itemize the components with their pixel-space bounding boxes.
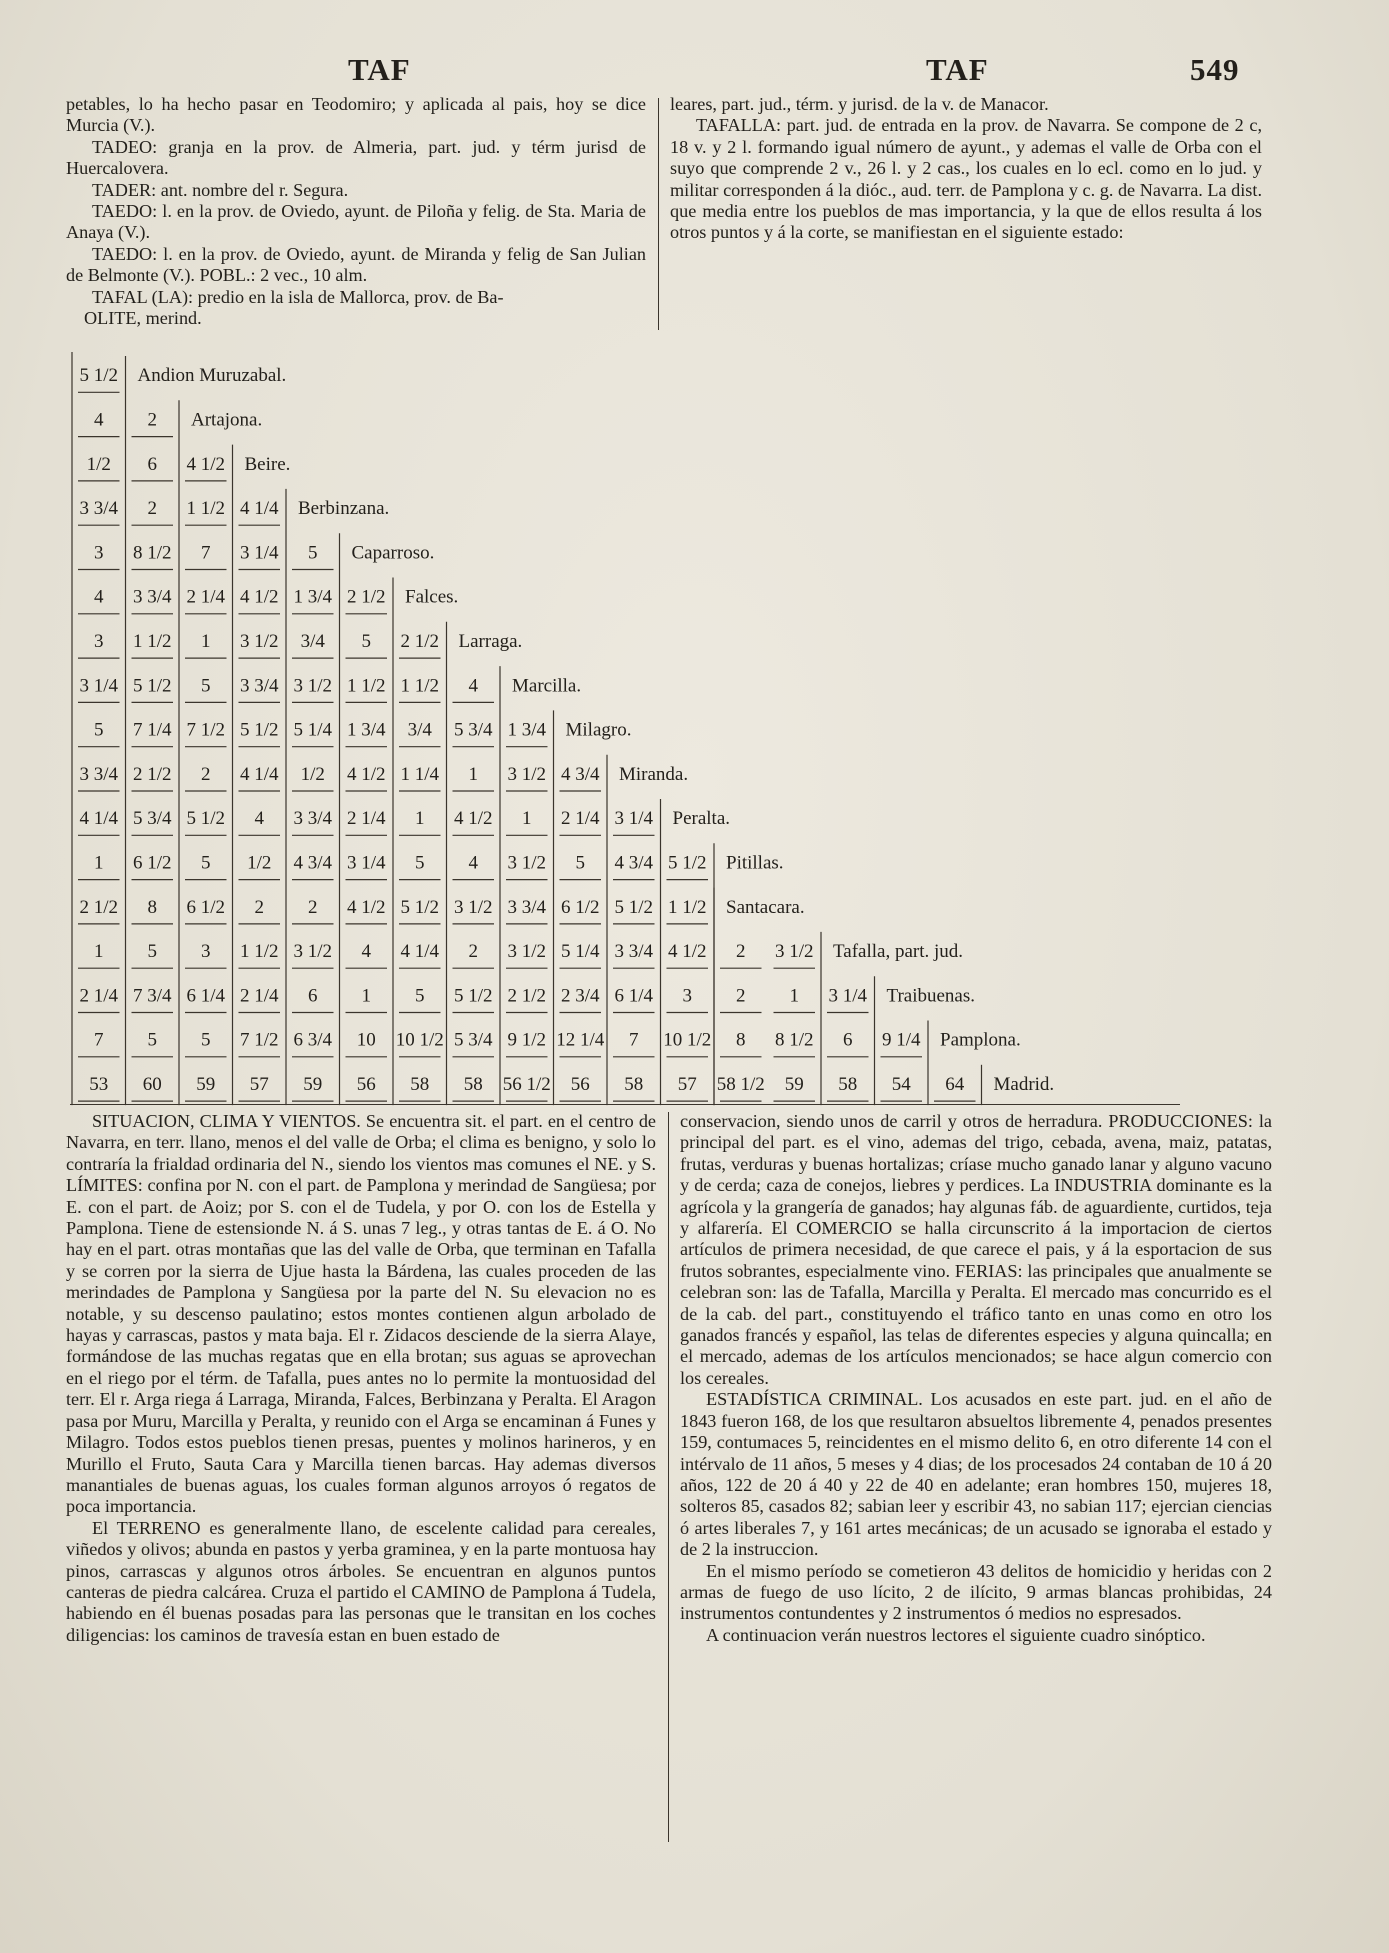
distance-cell: 4 1/4 — [239, 763, 279, 785]
distance-cell: 4 — [94, 409, 104, 431]
distance-cell: 4 1/4 — [400, 941, 440, 963]
distance-cell: 3 1/4 — [828, 985, 868, 1007]
distance-cell: 2 — [147, 409, 157, 431]
distance-cell: 2 1/2 — [507, 985, 547, 1007]
distance-cell: 5 — [308, 542, 318, 564]
distance-cell: 54 — [891, 1074, 911, 1096]
left-top-column — [66, 94, 646, 329]
distance-cell: 5 — [201, 852, 211, 874]
distance-cell: 56 — [356, 1074, 376, 1096]
entry-tafalla: TAFALLA: part. jud. de entrada en la prov. de Navarra. Se compone de 2 c, 18 v. y 2 l. formando igual número de ayunt., y ademas el valle de Orba con el suyo que comprende 2 v., 26 l. y 2 cas., los cuales en lo ecl. como en lo jud. y militar corresponden á la dióc., aud. terr. de Pamplona y c. g. de Navarra. La dist. que media entre los pueblos de mas importancia, y la que de ellos resulta á los otros puntos y á la corte, se manifiestan en el siguiente estado: — [670, 115, 1262, 243]
distance-cell: 1/2 — [247, 852, 272, 874]
distance-cell: 8 1/2 — [774, 1029, 814, 1051]
town-name: Artajona. — [191, 409, 263, 431]
distance-cell: 3 1/2 — [293, 675, 333, 697]
distance-cell: 3 1/2 — [239, 631, 279, 653]
town-name: Peralta. — [672, 808, 731, 830]
producciones-paragraph: conservacion, siendo unos de carril y otros de herradura. PRODUCCIONES: la principal del part. es el vino, ademas del trigo, cebada, avena, maiz, patatas, frutas, verduras y buenas hortalizas; críase mucho ganado lanar y alguno vacuno y de cerda; caza de conejos, liebres y perdices. La INDUSTRIA dominante es la agrícola y la grangería de ganados; hay algunas fáb. de aguardiente, curtidos, teja y alfarería. El COMERCIO se halla circunscrito á la importacion de ciertos artículos de primera necesidad, de que carece el pais, y á la esportacion de sus frutos sobrantes, especialmente vino. FERIAS: las principales que anualmente se celebran son: las de Tafalla, Marcilla y Peralta. El mercado mas concurrido es el de la cab. del part., constituyendo el tráfico tanto en unas como en otro los ganados francés y español, las telas de diferentes especies y alguna quincalla; en el mercado, ademas de los artículos mencionados; se hace algun comercio con los cereales. — [680, 1111, 1272, 1388]
distance-cell: 1 3/4 — [507, 719, 547, 741]
distance-cell: 4 3/4 — [293, 852, 333, 874]
distance-cell: 7 — [94, 1029, 104, 1051]
distance-cell: 4 1/4 — [79, 808, 119, 830]
distance-cell: 5 — [94, 719, 104, 741]
distance-cell: 2 1/2 — [132, 763, 172, 785]
distance-cell: 8 — [147, 896, 157, 918]
distance-cell: 5 — [201, 675, 211, 697]
running-head-left: TAF — [348, 52, 411, 87]
terreno-paragraph: El TERRENO es generalmente llano, de escelente calidad para cereales, viñedos y olivos; abunda en pastos y yerba graminea, y en la parte montuosa hay pinos, carrascas y algunos otros árboles. Se encuentran en algunos puntos canteras de piedra calcárea. Cruza el partido el CAMINO de Pamplona á Tudela, habiendo en él buenas posadas para las personas que le transitan en los coches diligencias: los caminos de travesía estan en buen estado de — [66, 1517, 656, 1645]
distance-cell: 1 1/2 — [186, 498, 226, 520]
distance-cell: 8 1/2 — [132, 542, 172, 564]
distance-cell: 2 1/4 — [186, 586, 226, 608]
distance-cell: 3 1/2 — [507, 852, 547, 874]
distance-cell: 2 1/4 — [79, 985, 119, 1007]
distance-cell: 5 — [361, 631, 371, 653]
distance-cell: 2 — [254, 896, 264, 918]
distance-cell: 1/2 — [300, 763, 325, 785]
distance-cell: 56 1/2 — [502, 1074, 551, 1096]
distance-cell: 12 1/4 — [556, 1029, 605, 1051]
distance-cell: 1 3/4 — [346, 719, 386, 741]
distance-cell: 1/2 — [86, 453, 111, 475]
distance-cell: 4 1/2 — [453, 808, 493, 830]
distance-cell: 4 1/2 — [186, 453, 226, 475]
distance-cell: 53 — [89, 1074, 109, 1096]
town-name: Falces. — [405, 586, 459, 608]
distance-cell: 7 3/4 — [132, 985, 172, 1007]
distance-cell: 57 — [249, 1074, 269, 1096]
right-bottom-column — [680, 1111, 1272, 1646]
distance-cell: 5 — [201, 1029, 211, 1051]
entry-continuation: leares, part. jud., térm. y jurisd. de la v. de Manacor. — [670, 94, 1049, 114]
distance-cell: 7 — [201, 542, 211, 564]
town-name: Pamplona. — [940, 1029, 1021, 1051]
distance-cell: 3 — [94, 542, 104, 564]
distance-cell: 2 — [736, 985, 746, 1007]
distance-cell: 6 1/4 — [614, 985, 654, 1007]
distance-cell: 5 1/4 — [560, 941, 600, 963]
distance-cell: 56 — [570, 1074, 590, 1096]
distance-cell: 5 — [575, 852, 585, 874]
distance-cell: 4 1/2 — [239, 586, 279, 608]
distance-cell: 5 1/2 — [667, 852, 707, 874]
distance-cell: 4 — [254, 808, 264, 830]
distance-cell: 9 1/4 — [881, 1029, 921, 1051]
distance-cell: 2 1/2 — [400, 631, 440, 653]
distance-cell: 2 1/4 — [239, 985, 279, 1007]
town-name: Traibuenas. — [886, 985, 975, 1007]
distance-cell: 4 1/2 — [346, 896, 386, 918]
distance-cell: 3 3/4 — [132, 586, 172, 608]
distance-cell: 10 — [356, 1029, 376, 1051]
distance-cell: 9 1/2 — [507, 1029, 547, 1051]
distance-cell: 1 — [789, 985, 799, 1007]
distance-cell: 3 — [201, 941, 211, 963]
distance-cell: 58 — [410, 1074, 430, 1096]
distance-cell: 58 — [463, 1074, 483, 1096]
distance-cell: 8 — [736, 1029, 746, 1051]
town-name: Santacara. — [726, 896, 805, 918]
distance-cell: 5 1/2 — [453, 985, 493, 1007]
distance-cell: 3 3/4 — [614, 941, 654, 963]
distance-cell: 58 — [838, 1074, 858, 1096]
distance-cell: 3 1/2 — [453, 896, 493, 918]
distance-cell: 2 3/4 — [560, 985, 600, 1007]
town-name: Larraga. — [458, 631, 523, 653]
estadistica-paragraph: ESTADÍSTICA CRIMINAL. Los acusados en este part. jud. en el año de 1843 fueron 168, de los que resultaron absueltos libremente 4, penados presentes 159, contumaces 5, reincidentes en el mismo delito 6, en otro diferente 14 con el intérvalo de 11 años, 5 meses y 4 dias; de los procesados 24 contaban de 10 á 20 años, 122 de 20 á 40 y 22 de 40 en adelante; eran hombres 150, mujeres 18, solteros 85, casados 82; sabian leer y escribir 43, no sabian 117; ejercian ciencias ó artes liberales 7, y 161 artes mecánicas; de un acusado se ignoraba el estado y de 2 la instruccion. — [680, 1389, 1272, 1560]
town-name: Marcilla. — [512, 675, 582, 697]
distance-cell: 1 — [94, 941, 104, 963]
distance-cell: 58 1/2 — [716, 1074, 765, 1096]
distance-cell: 3 3/4 — [79, 763, 119, 785]
distance-cell: 3 3/4 — [239, 675, 279, 697]
entry-taedo-miranda: TAEDO: l. en la prov. de Oviedo, ayunt. de Miranda y felig de San Julian de Belmonte (V.). POBL.: 2 vec., 10 alm. — [66, 243, 646, 286]
distance-cell: 3 1/2 — [293, 941, 333, 963]
distance-cell: 3 — [682, 985, 692, 1007]
distance-cell: 5 — [147, 1029, 157, 1051]
town-name: Beire. — [244, 453, 291, 475]
distance-cell: 6 3/4 — [293, 1029, 333, 1051]
distance-cell: 5 3/4 — [132, 808, 172, 830]
distance-cell: 5 3/4 — [453, 1029, 493, 1051]
distance-cell: 2 1/2 — [79, 896, 119, 918]
distance-cell: 4 3/4 — [560, 763, 600, 785]
distance-cell: 3 3/4 — [507, 896, 547, 918]
distance-cell: 1 1/2 — [346, 675, 386, 697]
distance-cell: 5 1/4 — [293, 719, 333, 741]
distance-cell: 4 — [468, 675, 478, 697]
right-top-column — [670, 94, 1262, 244]
distance-cell: 5 1/2 — [186, 808, 226, 830]
distance-cell: 3 — [94, 631, 104, 653]
distance-cell: 7 — [629, 1029, 639, 1051]
continuacion-paragraph: A continuacion verán nuestros lectores el siguiente cuadro sinóptico. — [706, 1624, 1206, 1645]
distance-cell: 5 1/2 — [239, 719, 279, 741]
distance-cell: 1 — [415, 808, 425, 830]
distance-cell: 4 1/4 — [239, 498, 279, 520]
distance-cell: 3 1/2 — [507, 941, 547, 963]
distance-cell: 10 1/2 — [663, 1029, 712, 1051]
distance-cell: 2 1/4 — [346, 808, 386, 830]
distance-cell: 2 — [736, 941, 746, 963]
distance-cell: 7 1/2 — [239, 1029, 279, 1051]
distance-cell: 5 — [415, 985, 425, 1007]
distance-cell: 6 1/2 — [560, 896, 600, 918]
distance-cell: 59 — [196, 1074, 216, 1096]
distance-cell: 6 1/4 — [186, 985, 226, 1007]
distance-cell: 3/4 — [300, 631, 325, 653]
distance-cell: 1 1/2 — [400, 675, 440, 697]
distance-cell: 1 3/4 — [293, 586, 333, 608]
entry-tafal: TAFAL (LA): predio en la isla de Mallorca, prov. de Ba- — [92, 286, 504, 307]
table-bottom-rule — [70, 1104, 1180, 1105]
distance-cell: 60 — [142, 1074, 162, 1096]
distance-cell: 4 — [361, 941, 371, 963]
distance-cell: 3 1/4 — [346, 852, 386, 874]
distance-cell: 3 3/4 — [293, 808, 333, 830]
distance-cell: 2 — [468, 941, 478, 963]
distance-cell: 3 1/4 — [239, 542, 279, 564]
town-name: Berbinzana. — [298, 498, 390, 520]
entry-tader: TADER: ant. nombre del r. Segura. — [92, 179, 349, 200]
town-name: Pitillas. — [726, 852, 784, 874]
entry-tadeo: TADEO: granja en la prov. de Almeria, part. jud. y térm jurisd de Huercalovera. — [66, 136, 646, 179]
distance-cell: 5 — [415, 852, 425, 874]
distance-cell: 59 — [784, 1074, 804, 1096]
distance-cell: 6 1/2 — [132, 852, 172, 874]
distance-cell: 3 3/4 — [79, 498, 119, 520]
distance-cell: 3/4 — [407, 719, 432, 741]
bottom-column-divider — [668, 1112, 669, 1842]
distance-cell: 6 — [147, 453, 157, 475]
town-name: Miranda. — [619, 763, 689, 785]
distance-cell: 2 1/4 — [560, 808, 600, 830]
distance-cell: 3 1/4 — [79, 675, 119, 697]
distance-cell: 2 — [147, 498, 157, 520]
distance-cell: 3 1/4 — [614, 808, 654, 830]
distance-cell: 1 — [522, 808, 532, 830]
distance-cell: 4 — [468, 852, 478, 874]
distance-cell: 1 — [94, 852, 104, 874]
distance-cell: 4 1/2 — [346, 763, 386, 785]
page-number: 549 — [1190, 52, 1240, 87]
town-name: Milagro. — [565, 719, 632, 741]
distance-cell: 57 — [677, 1074, 697, 1096]
table-caption: OLITE, merind. — [84, 308, 202, 329]
distance-cell: 5 1/2 — [614, 896, 654, 918]
distance-cell: 5 1/2 — [79, 365, 119, 387]
distance-cell: 2 1/2 — [346, 586, 386, 608]
distance-cell: 7 1/2 — [186, 719, 226, 741]
left-bottom-column — [66, 1111, 656, 1646]
distance-cell: 1 1/2 — [667, 896, 707, 918]
distance-cell: 1 — [201, 631, 211, 653]
town-name: Madrid. — [993, 1074, 1055, 1096]
distance-cell: 1 — [361, 985, 371, 1007]
distance-table — [72, 352, 1192, 1096]
distance-cell: 3 1/2 — [507, 763, 547, 785]
distance-cell: 1 1/2 — [132, 631, 172, 653]
distance-cell: 6 — [308, 985, 318, 1007]
distance-cell: 58 — [624, 1074, 644, 1096]
distance-cell: 3 1/2 — [774, 941, 814, 963]
distance-cell: 6 — [843, 1029, 853, 1051]
distance-cell: 2 — [201, 763, 211, 785]
distance-cell: 4 3/4 — [614, 852, 654, 874]
entry-paragraph: petables, lo ha hecho pasar en Teodomiro; y aplicada al pais, hoy se dice Murcia (V.). — [66, 94, 646, 136]
entry-taedo-pilona: TAEDO: l. en la prov. de Oviedo, ayunt. de Piloña y felig. de Sta. Maria de Anaya (V.). — [66, 201, 646, 243]
distance-cell: 4 1/2 — [667, 941, 707, 963]
running-head-center: TAF — [926, 52, 989, 87]
distance-cell: 2 — [308, 896, 318, 918]
distance-cell: 6 1/2 — [186, 896, 226, 918]
town-name: Andion Muruzabal. — [137, 365, 287, 387]
distance-cell: 5 1/2 — [132, 675, 172, 697]
town-name: Caparroso. — [351, 542, 435, 564]
town-name: Tafalla, part. jud. — [833, 941, 964, 963]
distance-cell: 5 1/2 — [400, 896, 440, 918]
distance-cell: 7 1/4 — [132, 719, 172, 741]
distance-cell: 64 — [945, 1074, 965, 1096]
delitos-paragraph: En el mismo período se cometieron 43 delitos de homicidio y heridas con 2 armas de fuego de uso lícito, 2 de ilícito, 9 armas blancas prohibidas, 24 instrumentos contundentes y 2 instrumentos ó medios no espresados. — [680, 1560, 1272, 1624]
distance-cell: 1 1/2 — [239, 941, 279, 963]
distance-cell: 1 1/4 — [400, 763, 440, 785]
distance-cell: 4 — [94, 586, 104, 608]
distance-cell: 5 — [147, 941, 157, 963]
situacion-paragraph: SITUACION, CLIMA Y VIENTOS. Se encuentra sit. el part. en el centro de Navarra, en terr. llano, menos el del valle de Orba; el clima es benigno, y solo lo contraría la frialdad ordinaria del N., siendo los vientos mas comunes el NE. y S. LÍMITES: confina por N. con el part. de Pamplona y merindad de Sangüesa; por E. con el part. de Aoiz; por S. con el de Tudela, y por O. con los de Estella y Pamplona. Tiene de estensionde N. á S. unas 7 leg., y otras tantas de E. á O. No hay en el part. otras montañas que las del valle de Orba, que terminan en Tafalla y se corren por la sierra de Ujue hasta la Bárdena, las cuales proceden de las merindades de Pamplona y Sangüesa por la parte del N. Su elevacion no es notable, y su descenso paulatino; estos montes contienen algun arbolado de hayas y carrascas, pastos y mata baja. El r. Zidacos desciende de la sierra Alaye, formándose de las muchas regatas que en ella brotan; sus aguas se aprovechan en el riego por el térm. de Tafalla, pues antes no lo permite la montuosidad del terr. El r. Arga riega á Larraga, Miranda, Falces, Berbinzana y Peralta. El Aragon pasa por Muru, Marcilla y Peralta, y reunido con el Arga se encaminan á Funes y Milagro. Todos estos pueblos tienen presas, puentes y molinos harineros, y en Murillo el Fruto, Sauta Cara y Marcilla tienen barcas. Hay ademas diversos manantiales de buenas aguas, los cuales forman algunos arroyos ó regatos de poca importancia. — [66, 1111, 656, 1517]
top-column-divider — [658, 98, 659, 330]
distance-cell: 59 — [303, 1074, 323, 1096]
distance-cell: 1 — [468, 763, 478, 785]
distance-cell: 10 1/2 — [395, 1029, 444, 1051]
distance-cell: 5 3/4 — [453, 719, 493, 741]
